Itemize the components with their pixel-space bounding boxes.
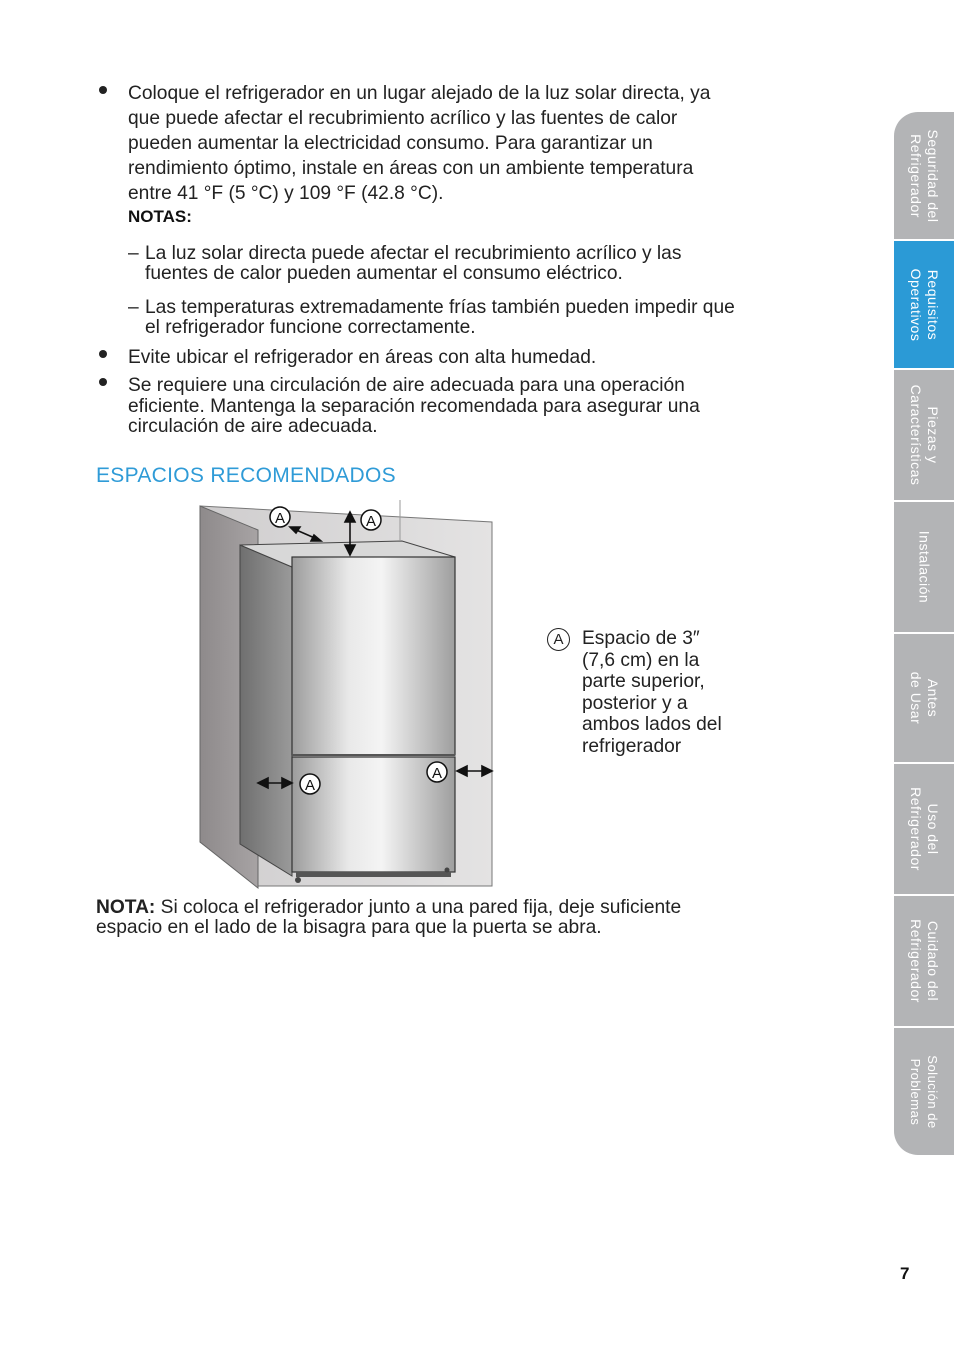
- tab-label: Solución de Problemas: [908, 1054, 940, 1129]
- bottom-note-text: espacio en el lado de la bisagra para que la puerta se abra.: [96, 917, 602, 938]
- bottom-note: [96, 898, 836, 938]
- legend-line: parte superior,: [582, 671, 705, 693]
- bullet-humidity: [128, 348, 868, 368]
- note-line: el refrigerador funcione correctamente.: [145, 317, 476, 338]
- intro-line: que puede afectar el recubrimiento acrílico y las fuentes de calor: [128, 108, 678, 129]
- legend-line: ambos lados del: [582, 714, 722, 736]
- tab-label: Piezas y Características: [908, 384, 941, 486]
- intro-line: rendimiento óptimo, instale en áreas con un ambiente temperatura: [128, 158, 694, 179]
- bullet-line: eficiente. Mantenga la separación recomendada para asegurar una: [128, 395, 700, 417]
- bullet-line: Evite ubicar el refrigerador en áreas con alta humedad.: [128, 347, 597, 368]
- note-line: fuentes de calor pueden aumentar el consumo eléctrico.: [145, 263, 623, 284]
- marker-a: [300, 774, 320, 794]
- tab-label: Instalación: [916, 530, 933, 604]
- legend-line: refrigerador: [582, 735, 682, 757]
- tab-requisitos[interactable]: [894, 241, 954, 368]
- intro-line: Coloque el refrigerador en un lugar alejado de la luz solar directa, ya: [128, 83, 711, 104]
- tab-antes[interactable]: [894, 634, 954, 762]
- marker-a: [270, 507, 290, 527]
- legend-line: posterior y a: [582, 692, 688, 714]
- legend-line: (7,6 cm) en la: [582, 649, 700, 671]
- tab-cuidado[interactable]: [894, 896, 954, 1026]
- bottom-note-label: NOTA:: [96, 897, 156, 918]
- marker-a-label: A: [304, 777, 316, 794]
- tab-label: Seguridad del Refrigerador: [908, 129, 941, 222]
- intro-line: pueden aumentar la electricidad consumo. Para garantizar un: [128, 133, 653, 154]
- tab-piezas[interactable]: [894, 370, 954, 500]
- tab-label: Cuidado del Refrigerador: [908, 919, 941, 1003]
- note-line: Las temperaturas extremadamente frías también pueden impedir que: [145, 297, 735, 318]
- page-number: 7: [900, 1264, 910, 1283]
- marker-a-label: A: [431, 765, 443, 782]
- tab-label: Antes de Usar: [908, 671, 941, 725]
- fridge-door-upper: [292, 557, 455, 755]
- tab-label: Uso del Refrigerador: [908, 787, 941, 871]
- section-tabs: [894, 112, 954, 1155]
- intro-line: entre 41 °F (5 °C) y 109 °F (42.8 °C).: [128, 183, 444, 204]
- fridge-side: [240, 545, 292, 876]
- bullet-marker: [99, 86, 107, 94]
- tab-label: Requisitos Operativos: [908, 268, 941, 341]
- bullet-line: Se requiere una circulación de aire adecuada para una operación: [128, 375, 685, 396]
- intro-paragraph: [128, 81, 868, 206]
- tab-instalacion[interactable]: [894, 502, 954, 632]
- bullet-circulation: [128, 376, 868, 438]
- legend-marker: A: [547, 628, 570, 651]
- note-line: La luz solar directa puede afectar el recubrimiento acrílico y las: [145, 243, 682, 264]
- section-heading: ESPACIOS RECOMENDADOS: [96, 464, 396, 487]
- marker-a: [361, 510, 381, 530]
- bullet-marker: [99, 350, 107, 358]
- dash-marker: –: [128, 243, 139, 264]
- tab-uso[interactable]: [894, 764, 954, 894]
- tab-solucion[interactable]: [894, 1028, 954, 1155]
- clearance-diagram: [190, 498, 510, 898]
- notes-label: NOTAS:: [128, 207, 192, 226]
- legend-line: Espacio de 3″: [582, 628, 700, 649]
- marker-a-label: A: [274, 510, 286, 527]
- bullet-marker: [99, 378, 107, 386]
- bottom-note-text: Si coloca el refrigerador junto a una pared fija, deje suficiente: [155, 897, 682, 918]
- marker-a: [427, 762, 447, 782]
- tab-seguridad[interactable]: [894, 112, 954, 239]
- bullet-line: circulación de aire adecuada.: [128, 416, 378, 437]
- dash-marker: –: [128, 297, 139, 318]
- marker-a-label: A: [365, 513, 377, 530]
